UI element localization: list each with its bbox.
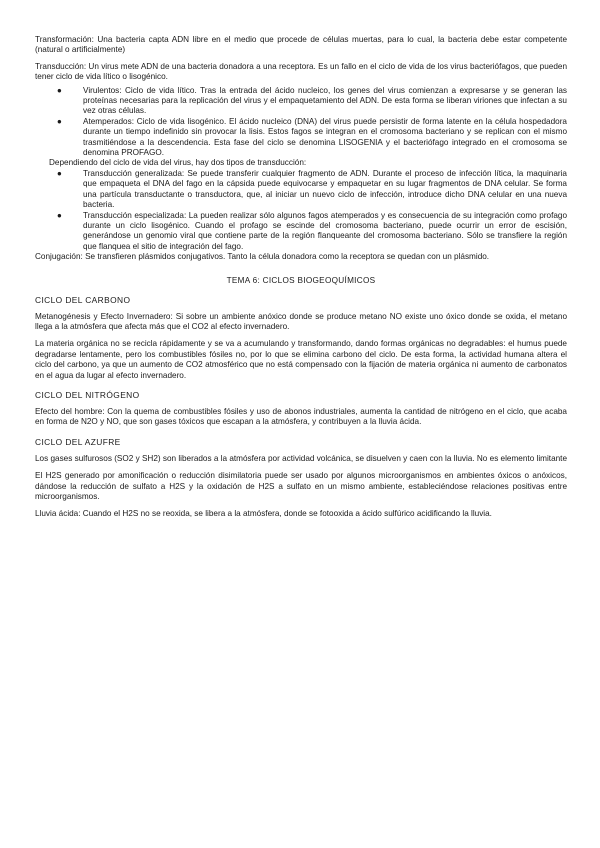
list-item: ● Transducción generalizada: Se puede transferir cualquier fragmento de ADN. Durante el proceso de infección lítica, la maquinaria que empaqueta el DNA del fago en la cápsida puede equivocarse y empaquetar en su lugar fragmentos de DNA celular. Se forma una partícula transductante o transductora, que, al iniciar un nuevo ciclo de infección, introduce dicho DNA celular en una nueva bacteria. (57, 168, 567, 210)
list-item: ● Virulentos: Ciclo de vida lítico. Tras la entrada del ácido nucleico, los genes del virus comienzan a expresarse y se generan las proteínas necesarias para la replicación del virus y el empaquetamiento del ADN. De esta forma se liberan viriones que infectan a su vez otras células. (57, 85, 567, 116)
tema-title: TEMA 6: CICLOS BIOGEOQUÍMICOS (226, 275, 376, 285)
list-item: ● Transducción especializada: La pueden realizar sólo algunos fagos atemperados y es consecuencia de su integración como profago durante un ciclo lisogénico. Cuando el profago se escinde del cromosoma bacteriano, puede ocurrir un error de escisión, generándose un genomio viral que contiene parte de la región flanqueante del cromosoma bacteriano. Sólo se transfiere la región que flanquea el sitio de integración del fago. (57, 210, 567, 251)
azufre-heading: CICLO DEL AZUFRE (35, 436, 121, 447)
transduccion-paragraph: Transducción: Un virus mete ADN de una bacteria donadora a una receptora. Es un fallo en el ciclo de vida de los virus bacteriófagos, que pueden tener ciclo de vida lítico o lisogénico. (35, 61, 567, 82)
bullet-icon: ● (57, 210, 62, 220)
nitrogeno-heading: CICLO DEL NITRÓGENO (35, 389, 140, 400)
carbono-heading: CICLO DEL CARBONO (35, 294, 131, 305)
dependiendo-line: Dependiendo del ciclo de vida del virus, hay dos tipos de transducción: (49, 158, 307, 168)
bullet-icon: ● (57, 85, 62, 95)
document-page (35, 35, 567, 527)
bullet-icon: ● (57, 168, 62, 178)
azufre-paragraph-1: Los gases sulfurosos (SO2 y SH2) son liberados a la atmósfera por actividad volcánica, se disuelven y caen con la lluvia. No es elemento limitante (35, 453, 568, 463)
transduction-types-list (35, 169, 567, 252)
transformacion-paragraph: Transformación: Una bacteria capta ADN libre en el medio que procede de células muertas, para lo cual, la bacteria debe estar competente (natural o artificialmente) (35, 35, 567, 55)
carbono-paragraph-1: Metanogénesis y Efecto Invernadero: Si sobre un ambiente anóxico donde se produce metano NO existe uno óxico donde se oxida, el metano llega a la atmósfera que afecta más que el CO2 al efecto invernadero. (35, 311, 567, 331)
azufre-paragraph-2: El H2S generado por amonificación o reducción disimilatoria puede ser usado por algunos microorganismos en ambientes óxicos o anóxicos, dándose la reducción de sulfato a H2S y la oxidación de H2S a sulfato en un mismo ambiente, estableciéndose relaciones positivas entre microorganismos. (35, 471, 567, 501)
nitrogeno-paragraph-1: Efecto del hombre: Con la quema de combustibles fósiles y uso de abonos industriales, aumenta la cantidad de nitrógeno en el ciclo, que acaba en forma de N2O y NO, que son gases tóxicos que escapan a la atmósfera, y contribuyen a la lluvia ácida. (35, 406, 567, 427)
bullet-icon: ● (57, 116, 62, 126)
azufre-paragraph-3: Lluvia ácida: Cuando el H2S no se reoxida, se libera a la atmósfera, donde se fotooxida a ácido sulfúrico acidificando la lluvia. (35, 509, 492, 519)
list-item: ● Atemperados: Ciclo de vida lisogénico. El ácido nucleico (DNA) del virus puede persistir de forma latente en la célula hospedadora durante un tiempo indefinido sin provocar la lisis. Estos fagos se integran en el cromosoma bacteriano y se replican con el mismo trasmitiéndose a la descendencia. Esta fase del ciclo se denomina LISOGENIA y el bacteriófago integrado en el cromosoma se denomina PROFAGO. (57, 116, 567, 158)
carbono-paragraph-2: La materia orgánica no se recicla rápidamente y se va a acumulando y transformando, dando formas orgánicas no degradables: el humus puede degradarse lentamente, pero los combustibles fósiles no, por lo que se elimina carbono del ciclo. De esta forma, la actividad humana altera el ciclo del carbono, ya que un aumento de CO2 atmosférico que no está compensado con la fijación de materia orgánica ni aumento de carbonatos en el agua da lugar al efecto invernadero. (35, 339, 567, 380)
conjugacion-paragraph: Conjugación: Se transfieren plásmidos conjugativos. Tanto la célula donadora como la receptora se quedan con un plásmido. (35, 252, 490, 262)
virus-types-list (35, 86, 567, 159)
